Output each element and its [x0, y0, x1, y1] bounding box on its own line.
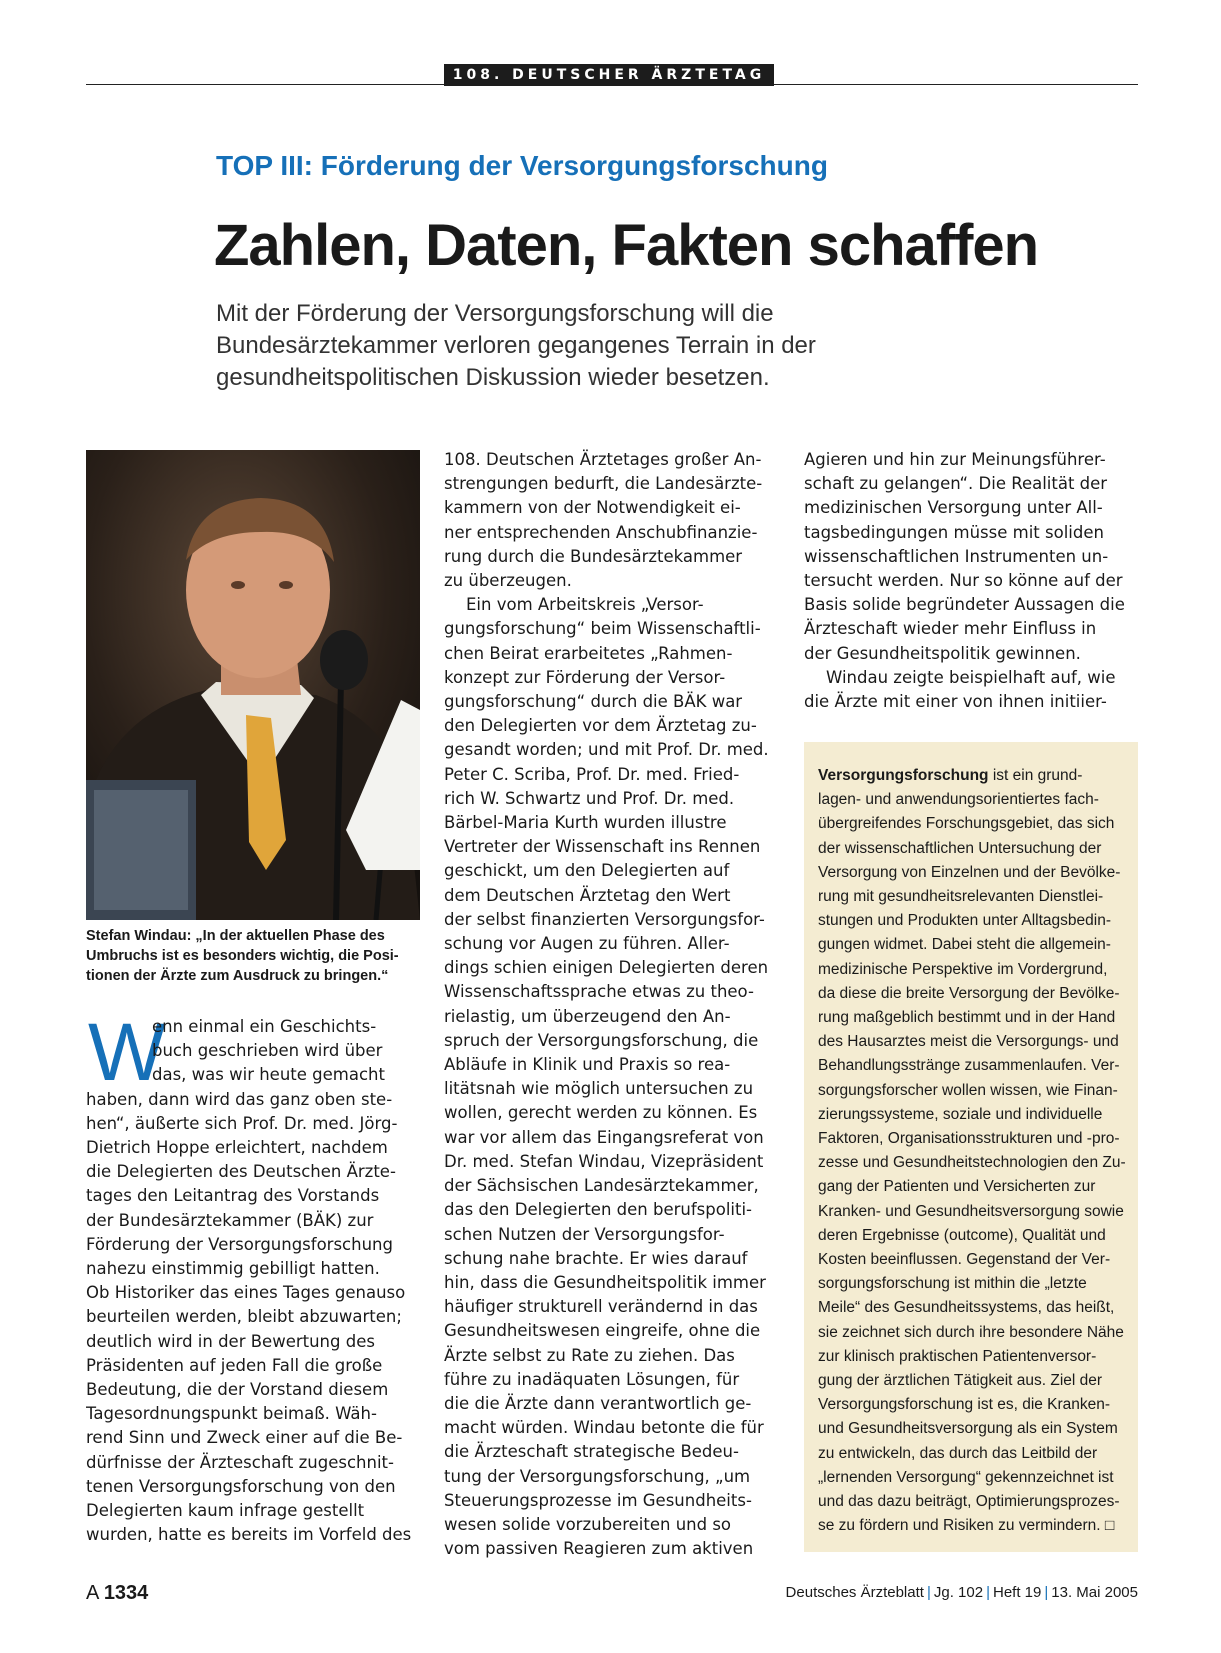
- text-line: Ob Historiker das eines Tages genauso: [86, 1283, 406, 1303]
- text-line: Bedeutung, die der Vorstand diesem: [86, 1380, 389, 1400]
- speaker-photo: [86, 450, 420, 920]
- text-line: wollen, gerecht werden zu können. Es: [444, 1103, 758, 1123]
- text-line: medizinischen Versorgung unter All-: [804, 498, 1103, 518]
- text-line: das den Delegierten den berufspoliti-: [444, 1200, 753, 1220]
- journal-name: Deutsches Ärzteblatt: [785, 1584, 924, 1601]
- text-line: war vor allem das Eingangsreferat von: [444, 1127, 764, 1147]
- text-line: konzept zur Förderung der Versor-: [444, 667, 726, 687]
- text-line: deutlich wird in der Bewertung des: [86, 1331, 375, 1351]
- text-line: wissenschaftlichen Instrumenten un-: [804, 546, 1109, 566]
- info-line: gang der Patienten und Versicherten zur: [818, 1178, 1096, 1196]
- info-line: Kosten beeinflussen. Gegenstand der Ver-: [818, 1251, 1111, 1269]
- text-line: vom passiven Reagieren zum aktiven: [444, 1539, 754, 1559]
- info-box-first-line-rest: ist ein grund-: [988, 767, 1083, 784]
- text-line: dem Deutschen Ärztetag den Wert: [444, 885, 731, 905]
- text-line: kammern von der Notwendigkeit ei-: [444, 498, 741, 518]
- text-line: Steuerungsprozesse im Gesundheits-: [444, 1490, 752, 1510]
- info-line: gung der ärztlichen Tätigkeit aus. Ziel der: [818, 1372, 1103, 1390]
- text-column-2: [444, 448, 778, 1561]
- text-line: den Delegierten vor dem Ärztetag zu-: [444, 716, 757, 736]
- text-line: strengungen bedurft, die Landesärzte-: [444, 474, 763, 494]
- text-line: spruch der Versorgungsforschung, die: [444, 1030, 759, 1050]
- text-line: geschickt, um den Delegierten auf: [444, 861, 730, 881]
- journal-issue: Heft 19: [992, 1584, 1042, 1601]
- text-line: der selbst finanzierten Versorgungsfor-: [444, 909, 765, 929]
- page-number: [86, 1582, 148, 1605]
- text-line: Abläufe in Klinik und Praxis so rea-: [444, 1055, 731, 1075]
- info-line: da diese die breite Versorgung der Bevölke-: [818, 984, 1120, 1002]
- text-line: häufiger strukturell verändernd in das: [444, 1297, 758, 1317]
- text-line: Ein vom Arbeitskreis „Versor-: [466, 595, 704, 615]
- text-line: die Ärzte mit einer von ihnen initiier-: [804, 692, 1107, 712]
- text-line: macht würden. Windau betonte die für: [444, 1418, 764, 1438]
- speaker-illustration: [86, 450, 420, 920]
- text-line: dings schien einigen Delegierten deren: [444, 958, 769, 978]
- info-line: „lernenden Versorgung“ gekennzeichnet ist: [818, 1468, 1114, 1486]
- text-line: Gesundheitswesen eingreife, ohne die: [444, 1321, 761, 1341]
- footer-separator: |: [986, 1584, 990, 1601]
- text-line: ner entsprechenden Anschubfinanzie-: [444, 522, 758, 542]
- text-line: Ärzte selbst zu Rate zu ziehen. Das: [444, 1345, 735, 1365]
- text-line: der Sächsischen Landesärztekammer,: [444, 1176, 759, 1196]
- journal-date: 13. Mai 2005: [1051, 1584, 1138, 1601]
- text-line: buch geschrieben wird über: [152, 1041, 383, 1061]
- drop-cap: W: [88, 1007, 166, 1098]
- article-lead: [216, 298, 1096, 394]
- text-line: wesen solide vorzubereiten und so: [444, 1514, 732, 1534]
- article-kicker: TOP III: Förderung der Versorgungsforschung: [216, 150, 828, 181]
- info-line: Behandlungsstränge zusammenlaufen. Ver-: [818, 1057, 1120, 1075]
- text-line: chen Beirat erarbeitetes „Rahmen-: [444, 643, 733, 663]
- text-line: gungsforschung“ durch die BÄK war: [444, 692, 743, 712]
- text-column-3: [804, 448, 1138, 714]
- info-line: stungen und Produkten unter Alltagsbedin-: [818, 912, 1111, 930]
- info-line: zesse und Gesundheitstechnologien den Zu-: [818, 1154, 1126, 1172]
- text-line: tages den Leitantrag des Vorstands: [86, 1186, 380, 1206]
- text-line: litätsnah wie möglich untersuchen zu: [444, 1079, 754, 1099]
- text-column-1: [86, 1015, 420, 1547]
- text-line: tagsbedingungen müsse mit soliden: [804, 522, 1104, 542]
- text-line: Ärzteschaft wieder mehr Einfluss in: [804, 619, 1097, 639]
- text-line: gesandt worden; und mit Prof. Dr. med.: [444, 740, 769, 760]
- info-line: lagen- und anwendungsorientiertes fach-: [818, 791, 1099, 809]
- text-line: der Gesundheitspolitik gewinnen.: [804, 643, 1081, 663]
- text-line: enn einmal ein Geschichts-: [152, 1017, 377, 1036]
- text-line: rielastig, um überzeugend den An-: [444, 1006, 731, 1026]
- text-line: hin, dass die Gesundheitspolitik immer: [444, 1272, 766, 1292]
- text-line: tersucht werden. Nur so könne auf der: [804, 571, 1123, 591]
- info-line: sorgungsforschung ist mithin die „letzte: [818, 1275, 1087, 1293]
- text-line: Dietrich Hoppe erleichtert, nachdem: [86, 1138, 388, 1158]
- page-prefix: A: [86, 1582, 99, 1604]
- text-line: Tagesordnungspunkt beimaß. Wäh-: [86, 1404, 377, 1424]
- info-line: Faktoren, Organisationsstrukturen und -pro-: [818, 1130, 1120, 1148]
- info-line: Versorgungsforschung ist es, die Kranken-: [818, 1396, 1111, 1414]
- info-line: deren Ergebnisse (outcome), Qualität und: [818, 1226, 1106, 1244]
- footer-separator: |: [926, 1584, 931, 1601]
- text-line: schen Nutzen der Versorgungsfor-: [444, 1224, 725, 1244]
- text-line: gungsforschung“ beim Wissenschaftli-: [444, 619, 761, 639]
- photo-caption: [86, 926, 420, 986]
- info-box-term: Versorgungsforschung: [818, 767, 989, 784]
- article-headline: Zahlen, Daten, Fakten schaffen: [214, 213, 1039, 278]
- text-line: rich W. Schwartz und Prof. Dr. med.: [444, 788, 735, 808]
- text-line: wurden, hatte es bereits im Vorfeld des: [86, 1525, 412, 1545]
- text-line: 108. Deutschen Ärztetages großer An-: [444, 450, 762, 469]
- info-line: übergreifendes Forschungsgebiet, das sich: [818, 815, 1115, 833]
- text-line: Delegierten kaum infrage gestellt: [86, 1501, 365, 1521]
- text-line: nahezu einstimmig gebilligt hatten.: [86, 1259, 380, 1279]
- info-box-first-line: [818, 764, 1128, 788]
- text-line: Vertreter der Wissenschaft ins Rennen: [444, 837, 761, 857]
- text-line: beurteilen werden, bleibt abzuwarten;: [86, 1307, 402, 1327]
- info-line: Kranken- und Gesundheitsversorgung sowie: [818, 1202, 1124, 1220]
- lead-line: Bundesärztekammer verloren gegangenes Terrain in der: [216, 332, 816, 359]
- info-box-text: [818, 764, 1128, 1539]
- info-line: und Gesundheitsversorgung als ein System: [818, 1420, 1118, 1438]
- text-line: der Bundesärztekammer (BÄK) zur: [86, 1210, 374, 1230]
- text-line: die Ärzteschaft strategische Bedeu-: [444, 1442, 739, 1462]
- info-line: se zu fördern und Risiken zu vermindern. □: [818, 1517, 1115, 1535]
- text-line: schung vor Augen zu führen. Aller-: [444, 934, 730, 954]
- text-line: rung durch die Bundesärztekammer: [444, 546, 743, 566]
- caption-line: Stefan Windau: „In der aktuellen Phase des: [86, 928, 385, 944]
- info-line: rung maßgeblich bestimmt und in der Hand: [818, 1009, 1116, 1027]
- text-line: Agieren und hin zur Meinungsführer-: [804, 450, 1106, 469]
- journal-volume: Jg. 102: [933, 1584, 984, 1601]
- text-line: hen“, äußerte sich Prof. Dr. med. Jörg-: [86, 1113, 398, 1133]
- text-line: dürfnisse der Ärzteschaft zugeschnit-: [86, 1452, 394, 1472]
- text-line: tenen Versorgungsforschung von den: [86, 1476, 396, 1496]
- text-line: Dr. med. Stefan Windau, Vizepräsident: [444, 1151, 764, 1171]
- info-line: und das dazu beiträgt, Optimierungsprozes-: [818, 1493, 1120, 1511]
- footer-citation: [770, 1584, 1138, 1601]
- text-line: die die Ärzte dann verantwortlich ge-: [444, 1393, 752, 1413]
- text-line: zu überzeugen.: [444, 571, 572, 591]
- info-line: rung mit gesundheitsrelevanten Dienstlei-: [818, 888, 1104, 906]
- info-line: Versorgung von Einzelnen und der Bevölke-: [818, 863, 1121, 881]
- section-label: 108. DEUTSCHER ÄRZTETAG: [444, 64, 774, 86]
- lead-line: Mit der Förderung der Versorgungsforschung will die: [216, 300, 774, 327]
- info-line: des Hausarztes meist die Versorgungs- und: [818, 1033, 1119, 1051]
- text-line: führe zu inadäquaten Lösungen, für: [444, 1369, 740, 1389]
- info-line: sorgungsforscher wollen wissen, wie Finan-: [818, 1081, 1118, 1099]
- footer-separator: |: [1044, 1584, 1049, 1601]
- text-line: haben, dann wird das ganz oben ste-: [86, 1089, 393, 1109]
- text-line: Förderung der Versorgungsforschung: [86, 1234, 393, 1254]
- text-line: Peter C. Scriba, Prof. Dr. med. Fried-: [444, 764, 740, 784]
- info-line: medizinische Perspektive im Vordergrund,: [818, 960, 1108, 978]
- info-line: Meile“ des Gesundheitssystems, das heißt,: [818, 1299, 1115, 1317]
- text-line: tung der Versorgungsforschung, „um: [444, 1466, 751, 1486]
- text-line: die Delegierten des Deutschen Ärzte-: [86, 1162, 396, 1182]
- text-line: Basis solide begründeter Aussagen die: [804, 595, 1125, 615]
- page-number-value: 1334: [103, 1582, 149, 1604]
- info-line: zierungssysteme, soziale und individuelle: [818, 1105, 1103, 1123]
- lead-line: gesundheitspolitischen Diskussion wieder besetzen.: [216, 364, 770, 391]
- info-line: sie zeichnet sich durch ihre besondere Nähe: [818, 1323, 1124, 1341]
- info-line: gungen widmet. Dabei steht die allgemein-: [818, 936, 1111, 954]
- text-line: Präsidenten auf jeden Fall die große: [86, 1355, 383, 1375]
- text-line: rend Sinn und Zweck einer auf die Be-: [86, 1428, 403, 1448]
- caption-line: Umbruchs ist es besonders wichtig, die Posi-: [86, 948, 399, 964]
- text-line: Bärbel-Maria Kurth wurden illustre: [444, 813, 727, 833]
- text-line: das, was wir heute gemacht: [152, 1065, 385, 1085]
- info-line: der wissenschaftlichen Untersuchung der: [818, 839, 1102, 857]
- info-line: zu entwickeln, das durch das Leitbild der: [818, 1444, 1098, 1462]
- text-line: Windau zeigte beispielhaft auf, wie: [826, 667, 1116, 687]
- text-line: schung nahe brachte. Er wies darauf: [444, 1248, 748, 1268]
- text-line: schaft zu gelangen“. Die Realität der: [804, 474, 1108, 494]
- info-line: zur klinisch praktischen Patientenversor-: [818, 1347, 1097, 1365]
- caption-line: tionen der Ärzte zum Ausdruck zu bringen.“: [86, 968, 389, 984]
- text-line: Wissenschaftssprache etwas zu theo-: [444, 982, 754, 1002]
